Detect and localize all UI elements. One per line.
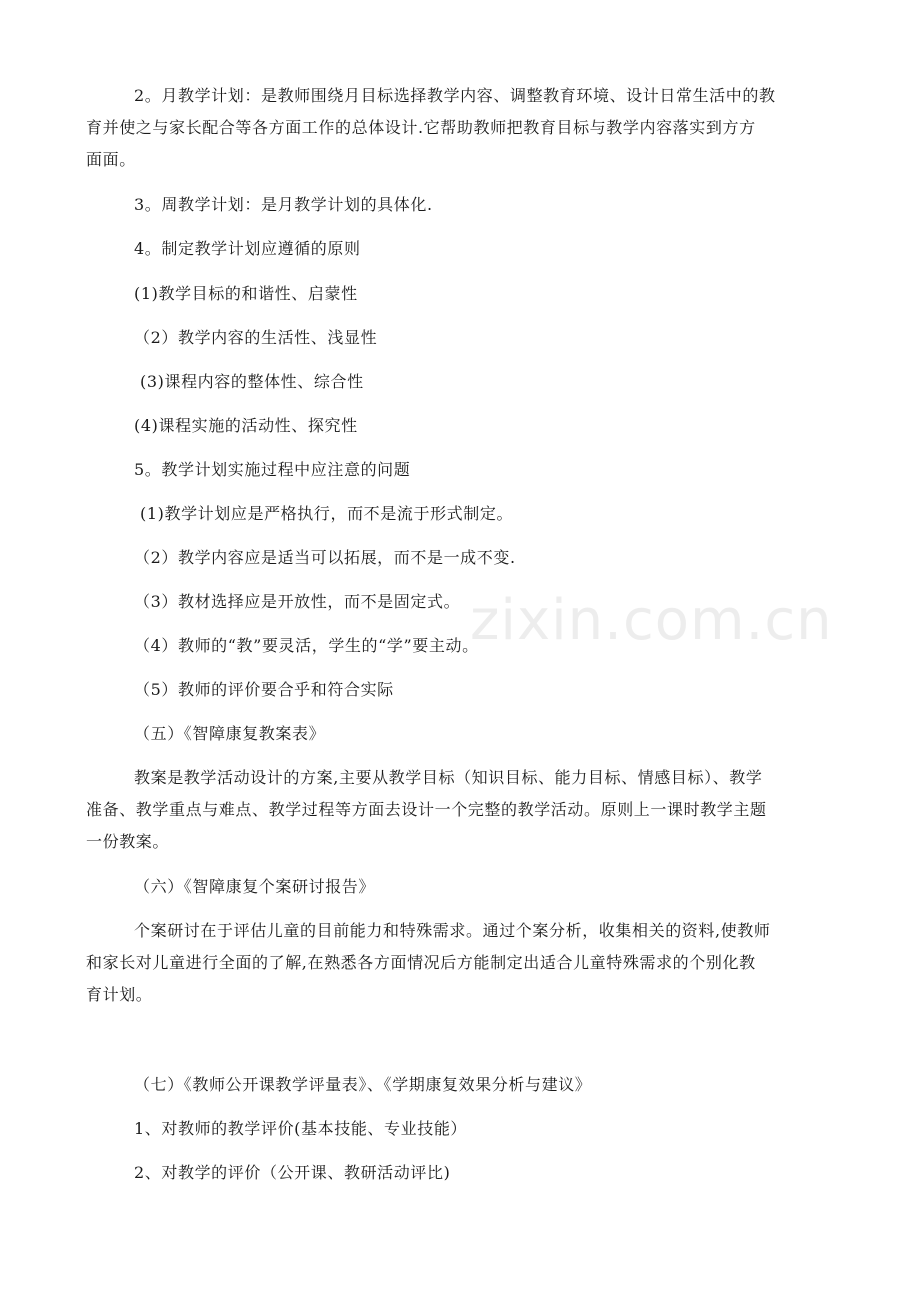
list-item: （2）教学内容的生活性、浅显性 — [134, 328, 378, 347]
text-line: 2。月教学计划：是教师围绕月目标选择教学内容、调整教育环境、设计日常生活中的教 — [134, 86, 776, 105]
list-item: (3)课程内容的整体性、综合性 — [140, 372, 364, 391]
text-line: 育计划。 — [86, 985, 153, 1004]
section-heading-six: （六）《智障康复个案研讨报告》 — [134, 877, 376, 896]
list-item: (4)课程实施的活动性、探究性 — [134, 416, 358, 435]
list-item: （2）教学内容应是适当可以拓展，而不是一成不变. — [134, 548, 516, 567]
paragraph-week-plan: 3。周教学计划：是月教学计划的具体化. — [134, 195, 433, 214]
list-item: （3）教材选择应是开放性，而不是固定式。 — [134, 592, 461, 611]
issues-heading: 5。教学计划实施过程中应注意的问题 — [134, 460, 411, 479]
list-item: （5）教师的评价要合乎和符合实际 — [134, 680, 394, 699]
text-line: 教案是教学活动设计的方案,主要从教学目标（知识目标、能力目标、情感目标）、教学 — [134, 768, 763, 787]
text-line: 一份教案。 — [86, 832, 170, 851]
section-heading-seven: （七）《教师公开课教学评量表》、《学期康复效果分析与建议》 — [134, 1075, 592, 1094]
text-line: 准备、教学重点与难点、教学过程等方面去设计一个完整的教学活动。原则上一课时教学主题 — [86, 800, 767, 819]
list-item: 1、对教师的教学评价(基本技能、专业技能） — [134, 1119, 468, 1138]
watermark: zixin.com.cn — [470, 588, 833, 653]
text-line: 面面。 — [86, 150, 136, 169]
principles-heading: 4。制定教学计划应遵循的原则 — [134, 239, 361, 258]
text-line: 个案研讨在于评估儿童的目前能力和特殊需求。通过个案分析，收集相关的资料,使教师 — [134, 921, 771, 940]
list-item: （4）教师的“教”要灵活，学生的“学”要主动。 — [134, 636, 479, 655]
list-item: (1)教学计划应是严格执行，而不是流于形式制定。 — [140, 504, 514, 523]
list-item: 2、对教学的评价（公开课、教研活动评比) — [134, 1163, 451, 1182]
text-line: 和家长对儿童进行全面的了解,在熟悉各方面情况后方能制定出适合儿童特殊需求的个别化教 — [86, 953, 756, 972]
section-heading-five: （五）《智障康复教案表》 — [134, 724, 326, 743]
text-line: 育并使之与家长配合等各方面工作的总体设计.它帮助教师把教育目标与教学内容落实到方方 — [86, 118, 756, 137]
list-item: (1)教学目标的和谐性、启蒙性 — [134, 284, 358, 303]
